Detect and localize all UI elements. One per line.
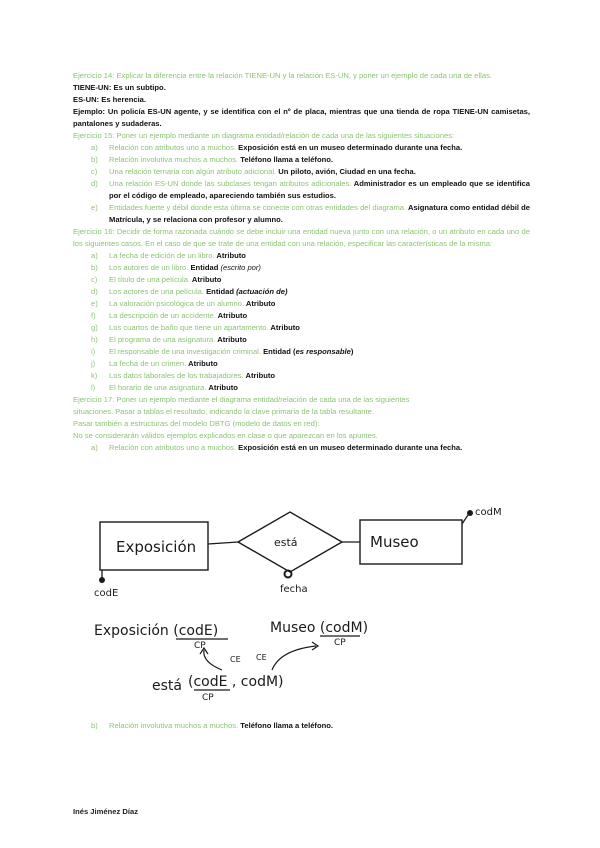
ex17-item-a: a) Relación con atributos uno a muchos. Exposición está en un museo determinado durante una fecha. [91, 443, 463, 452]
attr-code-label: codE [94, 588, 119, 599]
table-esta-keys: (codE , codM) [188, 674, 284, 690]
relation-esta-label: está [274, 536, 298, 549]
ex17-line2: situaciones. Pasar a tablas el resultado, indicando la clave primaria de la tabla resultante. [73, 407, 374, 416]
table-esta-prefix: está [152, 678, 182, 694]
attr-fecha-label: fecha [280, 584, 308, 595]
author-footer: Inés Jiménez Díaz [73, 807, 138, 816]
table-museo-key: CP [334, 638, 346, 648]
ex15-question: Ejercicio 15: Poner un ejemplo mediante un diagrama entidad/relación de cada una de las siguientes situaciones: [73, 131, 455, 140]
table-museo: Museo (codM) [270, 620, 369, 636]
attr-codm-dot [467, 510, 473, 516]
ex15-item-a: a) Relación con atributos uno a muchos. Exposición está en un museo determinado durante una fecha. [91, 143, 463, 152]
ex16-item-i: i) El responsable de una investigación criminal. Entidad (es responsable) [91, 347, 354, 356]
ex16-item-f: f) La descripción de un accidente. Atributo [91, 311, 248, 320]
ex16-item-g: g) Los cuartos de baño que tiene un apartamento. Atributo [91, 323, 300, 332]
ex14-line2: ES-UN: Es herencia. [73, 95, 147, 104]
table-exposicion-key: CP [194, 641, 206, 651]
ex15-item-d: d) Una relación ES-UN donde las subclases tengan atributos adicionales. Administrador es un empleado que se identifica por el código de empleado, apareciendo también sus estudios. [91, 179, 530, 200]
ex16-item-l: l) El horario de una asignatura. Atributo [91, 383, 238, 392]
ex15-list [73, 142, 530, 226]
ex16-item-d: d) Los actores de una película. Entidad (actuación de) [91, 287, 288, 296]
ex16-list [73, 250, 530, 394]
ex17-item-b-wrap [73, 720, 530, 732]
ex17-line1: Ejercicio 17: Poner un ejemplo mediante el diagrama entidad/relación de cada una de las siguientes [73, 395, 410, 404]
ex17-line4: No se considerarán válidos ejemplos explicados en clase o que aparezcan en los apuntes. [73, 431, 378, 440]
ex16-item-j: j) La fecha de un crimen. Atributo [91, 359, 218, 368]
attr-codm-label: codM [475, 507, 502, 518]
ex17-item-b: b) Relación involutiva muchos a muchos. Teléfono llama a teléfono. [91, 721, 333, 730]
entity-exposicion-label: Exposición [116, 538, 197, 556]
ex16-question: Ejercicio 16: Decidir de forma razonada cuándo se debe incluir una entidad nueva junto con una relación, o un atributo en cada uno de los siguientes casos. En el caso de que se trate de una entidad con una relación, especificar las características de la misma: [73, 227, 530, 248]
ex17-line3: Pasar también a estructuras del modelo DBTG (modelo de datos en red): [73, 419, 320, 428]
ex16-item-a: a) La fecha de edición de un libro. Atributo [91, 251, 246, 260]
fk1-label: CE [230, 655, 241, 664]
er-diagram-svg [80, 500, 520, 710]
table-exposicion: Exposición (codE) [94, 623, 219, 639]
ex16-item-c: c) El título de una película. Atributo [91, 275, 222, 284]
ex16-item-b: b) Los autores de un libro. Entidad (escrito por) [91, 263, 261, 272]
attr-code-dot [99, 577, 105, 583]
ex14-question: Ejercicio 14: Explicar la diferencia entre la relación TIENE-UN y la relación ES-UN, y poner un ejemplo de cada una de ellas. [73, 71, 492, 80]
ex15-item-e: e) Entidades fuerte y débil donde esta última se conecte con otras entidades del diagrama. Asignatura como entidad débil de Matrícula, y se relaciona con profesor y alumno. [91, 203, 531, 224]
fk2-label: CE [256, 653, 267, 662]
table-esta-key: CP [202, 693, 214, 703]
document-body [73, 70, 530, 454]
ex15-item-b: b) Relación involutiva muchos a muchos. Teléfono llama a teléfono. [91, 155, 333, 164]
ex16-item-k: k) Los datos laborales de los trabajadores. Atributo [91, 371, 276, 380]
ex14-line1: TIENE-UN: Es un subtipo. [73, 83, 166, 92]
er-diagram [80, 500, 520, 710]
link-exposicion-esta [208, 542, 238, 544]
ex16-item-e: e) La valoración psicológica de un alumno. Atributo [91, 299, 276, 308]
ex15-item-c: c) Una relación ternaria con algún atributo adicional. Un piloto, avión, Ciudad en una fecha. [91, 167, 416, 176]
ex16-item-h: h) El programa de una asignatura. Atributo [91, 335, 247, 344]
ex14-line3: Ejemplo: Un policía ES-UN agente, y se identifica con el nº de placa, mientras que una tienda de ropa TIENE-UN camisetas, pantalones y sudaderas. [73, 107, 530, 128]
entity-museo-label: Museo [370, 533, 419, 551]
